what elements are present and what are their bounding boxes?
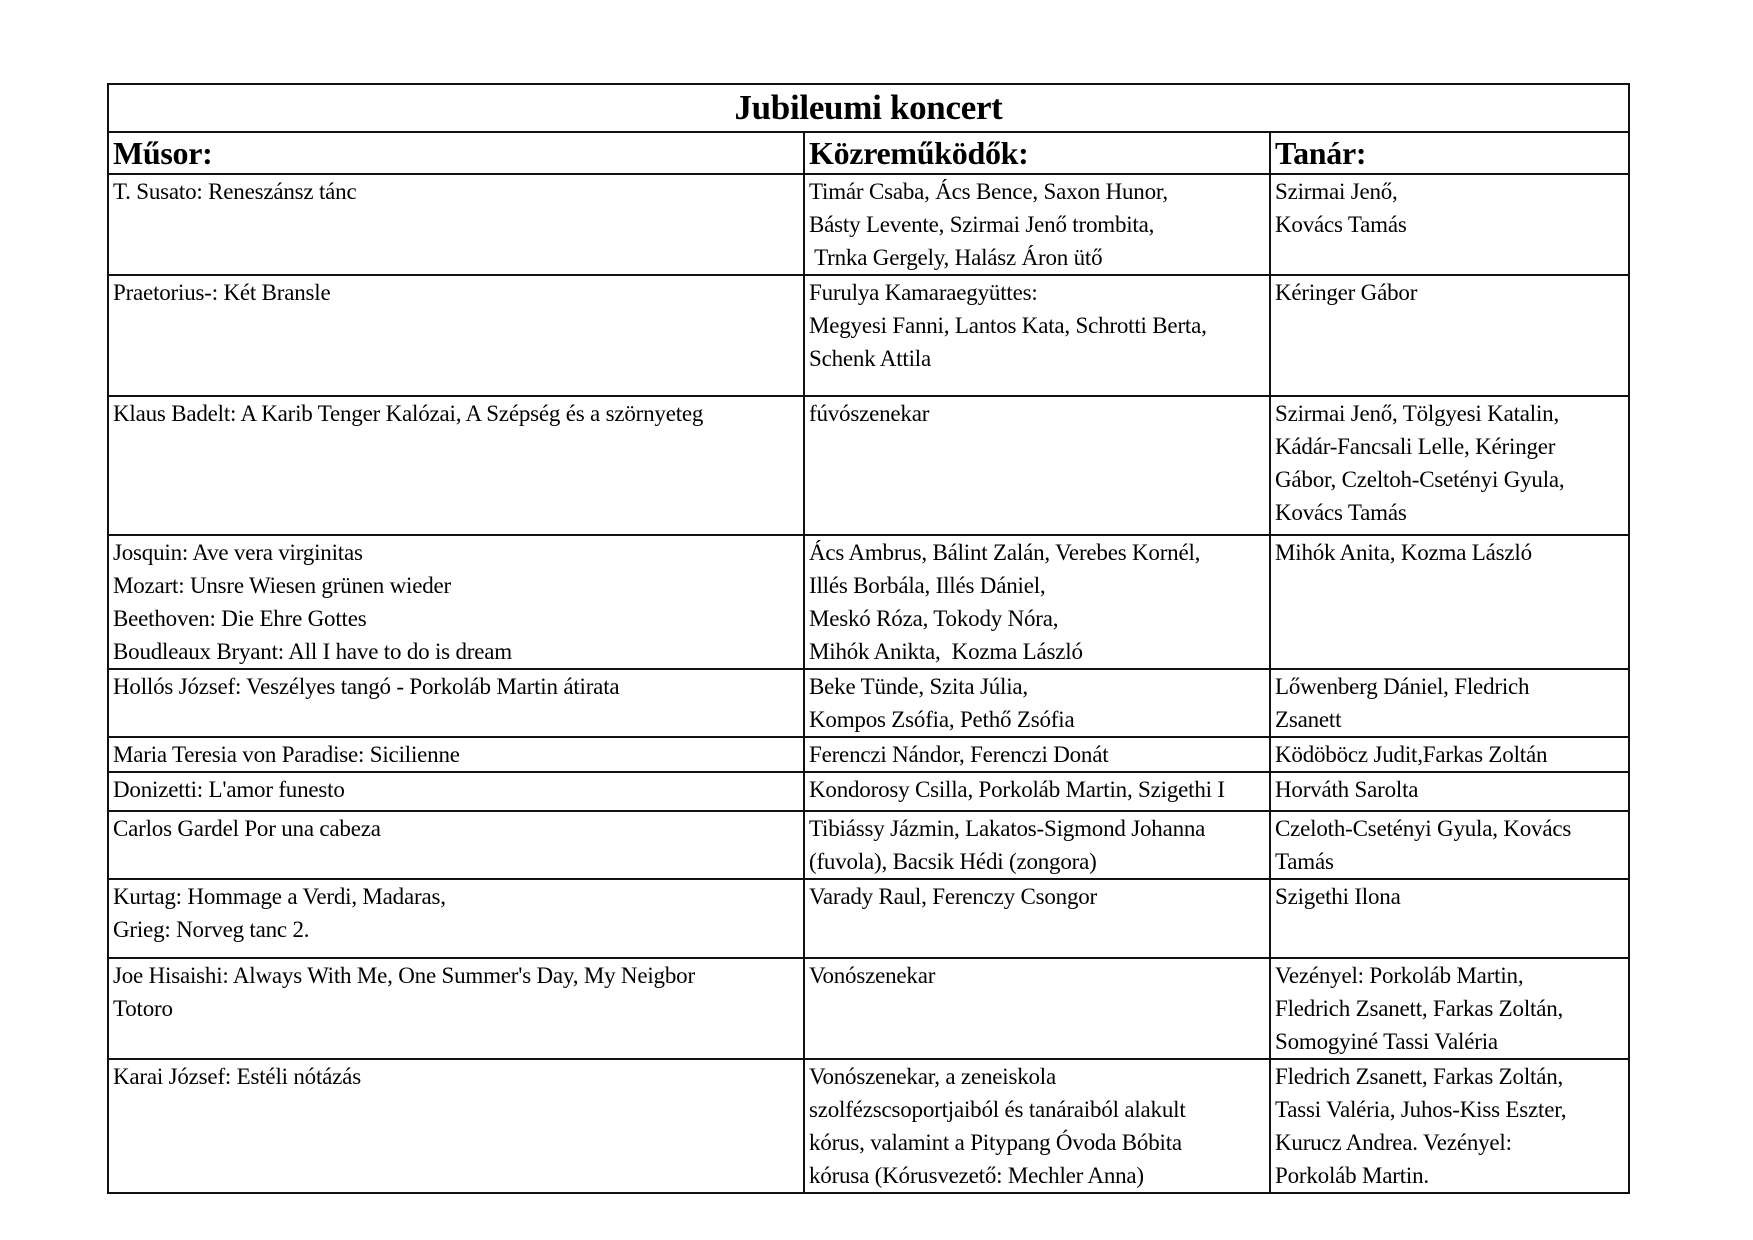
- performers-cell: [804, 1059, 1270, 1193]
- program-cell: [108, 275, 804, 396]
- performers-line: Furulya Kamaraegyüttes:: [809, 280, 1038, 305]
- performers-cell: [804, 669, 1270, 737]
- program-line: Totoro: [113, 996, 173, 1021]
- program-cell: [108, 958, 804, 1059]
- teacher-line: Szigethi Ilona: [1275, 884, 1401, 909]
- performers-line: Vonószenekar, a zeneiskola: [809, 1064, 1056, 1089]
- program-line: Klaus Badelt: A Karib Tenger Kalózai, A Szépség és a szörnyeteg: [113, 401, 704, 426]
- program-line: T. Susato: Reneszánsz tánc: [113, 179, 357, 204]
- performers-line: Ács Ambrus, Bálint Zalán, Verebes Kornél,: [809, 540, 1201, 565]
- program-cell: [108, 879, 804, 958]
- concert-program-table: [107, 83, 1630, 1194]
- document-title: Jubileumi koncert: [108, 84, 1629, 132]
- performers-line: Megyesi Fanni, Lantos Kata, Schrotti Berta,: [809, 313, 1207, 338]
- table-row: [108, 535, 1629, 669]
- program-cell: [108, 535, 804, 669]
- teacher-line: Kovács Tamás: [1275, 500, 1407, 525]
- teacher-cell: [1270, 772, 1629, 811]
- teacher-cell: [1270, 811, 1629, 879]
- performers-cell: [804, 275, 1270, 396]
- teacher-line: Fledrich Zsanett, Farkas Zoltán,: [1275, 996, 1564, 1021]
- program-line: Joe Hisaishi: Always With Me, One Summer's Day, My Neigbor: [113, 963, 695, 988]
- teacher-line: Kurucz Andrea. Vezényel:: [1275, 1130, 1512, 1155]
- performers-cell: [804, 772, 1270, 811]
- teacher-line: Zsanett: [1275, 707, 1342, 732]
- teacher-cell: [1270, 958, 1629, 1059]
- column-header-teacher: Tanár:: [1270, 132, 1629, 174]
- table-row: [108, 772, 1629, 811]
- teacher-cell: [1270, 1059, 1629, 1193]
- performers-line: Illés Borbála, Illés Dániel,: [809, 573, 1046, 598]
- teacher-line: Tassi Valéria, Juhos-Kiss Eszter,: [1275, 1097, 1567, 1122]
- performers-line: Timár Csaba, Ács Bence, Saxon Hunor,: [809, 179, 1168, 204]
- teacher-line: Horváth Sarolta: [1275, 777, 1419, 802]
- table-row: [108, 669, 1629, 737]
- title-row: [108, 84, 1629, 132]
- program-line: Grieg: Norveg tanc 2.: [113, 917, 310, 942]
- teacher-line: Porkoláb Martin.: [1275, 1163, 1429, 1188]
- program-line: Donizetti: L'amor funesto: [113, 777, 345, 802]
- teacher-cell: [1270, 174, 1629, 275]
- teacher-line: Kovács Tamás: [1275, 212, 1407, 237]
- performers-line: Meskó Róza, Tokody Nóra,: [809, 606, 1059, 631]
- teacher-cell: [1270, 275, 1629, 396]
- program-cell: [108, 174, 804, 275]
- performers-line: (fuvola), Bacsik Hédi (zongora): [809, 849, 1097, 874]
- program-cell: [108, 737, 804, 772]
- teacher-line: Szirmai Jenő, Tölgyesi Katalin,: [1275, 401, 1560, 426]
- table-row: [108, 396, 1629, 535]
- performers-line: Mihók Anikta, Kozma László: [809, 639, 1083, 664]
- performers-line: Beke Tünde, Szita Júlia,: [809, 674, 1028, 699]
- performers-cell: [804, 396, 1270, 535]
- program-cell: [108, 811, 804, 879]
- program-cell: [108, 396, 804, 535]
- teacher-line: Lőwenberg Dániel, Fledrich: [1275, 674, 1530, 699]
- table-row: [108, 275, 1629, 396]
- program-cell: [108, 1059, 804, 1193]
- program-line: Karai József: Estéli nótázás: [113, 1064, 361, 1089]
- performers-line: Básty Levente, Szirmai Jenő trombita,: [809, 212, 1155, 237]
- performers-line: Trnka Gergely, Halász Áron ütő: [809, 245, 1103, 270]
- performers-line: Vonószenekar: [809, 963, 936, 988]
- teacher-line: Kádár-Fancsali Lelle, Kéringer: [1275, 434, 1556, 459]
- performers-line: szolfézscsoportjaiból és tanáraiból alakult: [809, 1097, 1186, 1122]
- performers-cell: [804, 879, 1270, 958]
- program-line: Boudleaux Bryant: All I have to do is dream: [113, 639, 512, 664]
- teacher-line: Tamás: [1275, 849, 1334, 874]
- teacher-line: Gábor, Czeltoh-Csetényi Gyula,: [1275, 467, 1565, 492]
- program-line: Carlos Gardel Por una cabeza: [113, 816, 381, 841]
- performers-cell: [804, 811, 1270, 879]
- performers-cell: [804, 958, 1270, 1059]
- table-row: [108, 1059, 1629, 1193]
- program-cell: [108, 772, 804, 811]
- program-line: Maria Teresia von Paradise: Sicilienne: [113, 742, 460, 767]
- teacher-cell: [1270, 396, 1629, 535]
- teacher-line: Vezényel: Porkoláb Martin,: [1275, 963, 1524, 988]
- performers-line: Kondorosy Csilla, Porkoláb Martin, Szigethi I: [809, 777, 1225, 802]
- teacher-line: Fledrich Zsanett, Farkas Zoltán,: [1275, 1064, 1564, 1089]
- performers-line: fúvószenekar: [809, 401, 930, 426]
- column-header-performers: Közreműködők:: [804, 132, 1270, 174]
- program-line: Praetorius-: Két Bransle: [113, 280, 331, 305]
- teacher-cell: [1270, 879, 1629, 958]
- teacher-cell: [1270, 737, 1629, 772]
- teacher-cell: [1270, 535, 1629, 669]
- program-line: Kurtag: Hommage a Verdi, Madaras,: [113, 884, 446, 909]
- table-row: [108, 174, 1629, 275]
- program-line: Josquin: Ave vera virginitas: [113, 540, 363, 565]
- teacher-line: Mihók Anita, Kozma László: [1275, 540, 1532, 565]
- performers-line: Kompos Zsófia, Pethő Zsófia: [809, 707, 1075, 732]
- program-cell: [108, 669, 804, 737]
- performers-line: Ferenczi Nándor, Ferenczi Donát: [809, 742, 1109, 767]
- program-line: Beethoven: Die Ehre Gottes: [113, 606, 367, 631]
- performers-cell: [804, 737, 1270, 772]
- table-row: [108, 737, 1629, 772]
- table-row: [108, 811, 1629, 879]
- performers-line: Tibiássy Jázmin, Lakatos-Sigmond Johanna: [809, 816, 1206, 841]
- teacher-line: Ködöböcz Judit,Farkas Zoltán: [1275, 742, 1548, 767]
- program-line: Mozart: Unsre Wiesen grünen wieder: [113, 573, 452, 598]
- teacher-line: Somogyiné Tassi Valéria: [1275, 1029, 1498, 1054]
- teacher-line: Szirmai Jenő,: [1275, 179, 1398, 204]
- column-header-program: Műsor:: [108, 132, 804, 174]
- program-line: Hollós József: Veszélyes tangó - Porkoláb Martin átirata: [113, 674, 620, 699]
- teacher-line: Czeloth-Csetényi Gyula, Kovács: [1275, 816, 1572, 841]
- table-row: [108, 958, 1629, 1059]
- teacher-line: Kéringer Gábor: [1275, 280, 1418, 305]
- header-row: [108, 132, 1629, 174]
- performers-cell: [804, 535, 1270, 669]
- performers-cell: [804, 174, 1270, 275]
- table-row: [108, 879, 1629, 958]
- performers-line: kórus, valamint a Pitypang Óvoda Bóbita: [809, 1130, 1182, 1155]
- performers-line: kórusa (Kórusvezető: Mechler Anna): [809, 1163, 1144, 1188]
- performers-line: Schenk Attila: [809, 346, 931, 371]
- performers-line: Varady Raul, Ferenczy Csongor: [809, 884, 1098, 909]
- teacher-cell: [1270, 669, 1629, 737]
